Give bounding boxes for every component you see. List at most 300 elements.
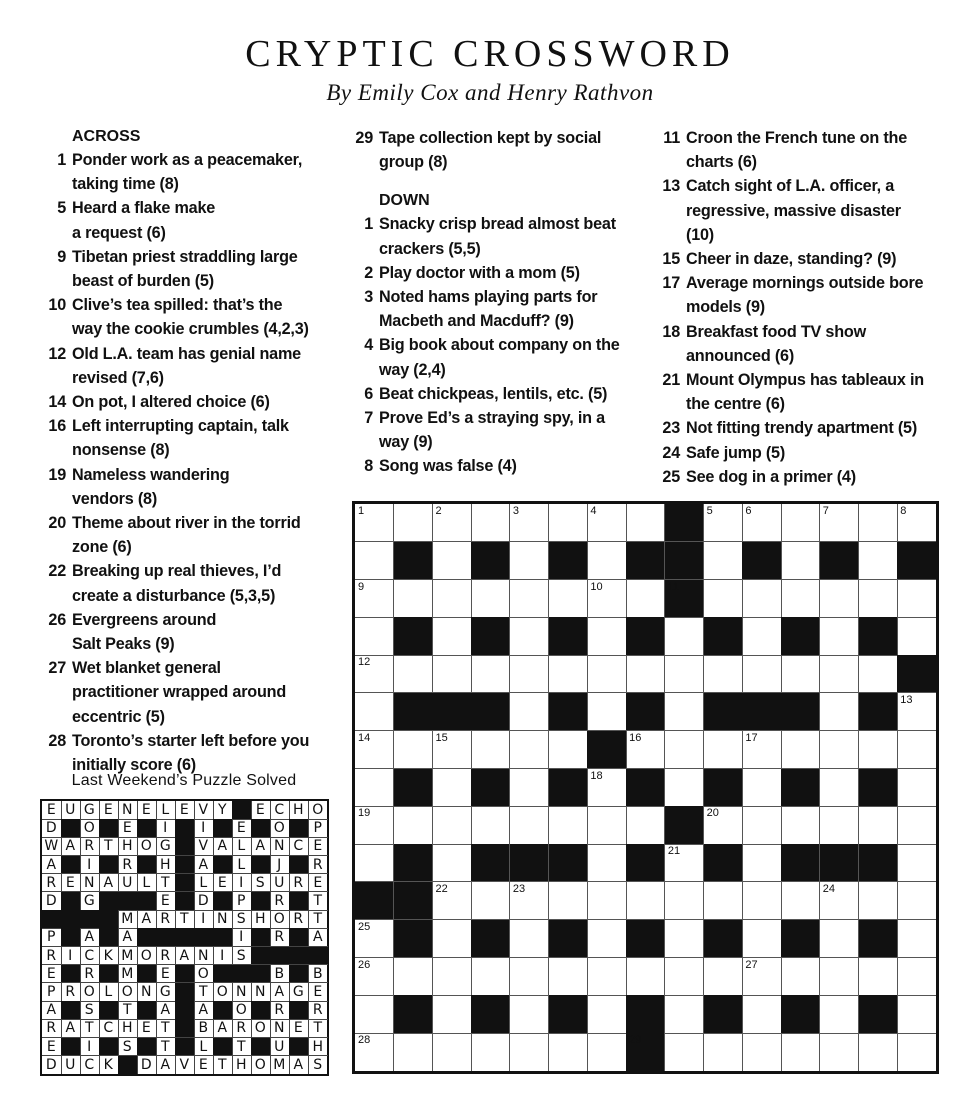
clue-text-line: Left interrupting captain, talk: [72, 417, 289, 436]
grid-cell[interactable]: [626, 580, 665, 618]
solution-letter: W: [42, 837, 62, 856]
grid-cell[interactable]: [820, 504, 859, 542]
grid-cell[interactable]: [820, 580, 859, 618]
grid-block: [859, 920, 898, 958]
solution-letter: A: [156, 1056, 176, 1075]
grid-cell[interactable]: [665, 769, 704, 807]
cell-number: 17: [745, 731, 758, 744]
grid-cell[interactable]: [394, 731, 433, 769]
grid-cell[interactable]: [665, 920, 704, 958]
solution-letter: N: [118, 801, 138, 820]
clue-text-line: Nameless wandering: [72, 465, 230, 484]
solution-letter: I: [194, 819, 214, 838]
grid-cell[interactable]: [781, 580, 820, 618]
grid-cell[interactable]: [742, 1033, 781, 1071]
grid-cell[interactable]: [432, 731, 471, 769]
grid-block: [355, 882, 394, 920]
grid-cell[interactable]: [549, 1033, 588, 1071]
grid-cell[interactable]: [665, 731, 704, 769]
grid-cell[interactable]: [859, 1033, 898, 1071]
grid-cell[interactable]: [859, 731, 898, 769]
grid-cell[interactable]: [587, 617, 626, 655]
grid-cell[interactable]: [859, 580, 898, 618]
grid-cell[interactable]: [704, 504, 743, 542]
grid-cell[interactable]: [587, 655, 626, 693]
cell-number: 26: [358, 958, 371, 971]
down-clue-1[interactable]: [347, 212, 647, 260]
solution-letter: A: [289, 1056, 309, 1075]
grid-cell[interactable]: [355, 655, 394, 693]
grid-cell[interactable]: [626, 958, 665, 996]
down-clue-13[interactable]: [654, 174, 954, 247]
grid-cell[interactable]: [897, 731, 936, 769]
grid-cell[interactable]: [704, 542, 743, 580]
grid-cell[interactable]: [665, 617, 704, 655]
grid-cell[interactable]: [820, 769, 859, 807]
grid-cell[interactable]: [859, 542, 898, 580]
grid-cell[interactable]: [355, 504, 394, 542]
grid-block: [704, 617, 743, 655]
across-clue-26[interactable]: [40, 608, 340, 656]
clue-number: 17: [662, 274, 680, 293]
grid-cell[interactable]: [510, 1033, 549, 1071]
grid-cell[interactable]: [897, 580, 936, 618]
solution-letter: O: [213, 983, 233, 1002]
solution-block: [289, 1001, 309, 1020]
grid-cell[interactable]: [897, 844, 936, 882]
grid-cell[interactable]: [820, 731, 859, 769]
grid-cell[interactable]: [781, 504, 820, 542]
grid-cell[interactable]: [587, 769, 626, 807]
solution-letter: S: [118, 1038, 138, 1057]
grid-cell[interactable]: [355, 617, 394, 655]
grid-cell[interactable]: [626, 882, 665, 920]
grid-cell[interactable]: [432, 769, 471, 807]
solution-block: [213, 928, 233, 947]
across-clue-20[interactable]: [40, 511, 340, 559]
solution-block: [289, 1038, 309, 1057]
grid-cell[interactable]: [742, 731, 781, 769]
down-clue-6[interactable]: [347, 382, 647, 406]
solution-letter: R: [80, 837, 100, 856]
grid-cell[interactable]: [471, 806, 510, 844]
solution-letter: V: [175, 1056, 195, 1075]
grid-cell[interactable]: [820, 617, 859, 655]
solution-letter: O: [251, 1019, 271, 1038]
grid-cell[interactable]: [355, 806, 394, 844]
solution-letter: E: [251, 801, 271, 820]
across-clue-19[interactable]: [40, 463, 340, 511]
solution-block: [213, 819, 233, 838]
cell-number: 23: [512, 883, 526, 895]
solution-letter: A: [175, 947, 195, 966]
grid-cell[interactable]: [859, 655, 898, 693]
grid-cell[interactable]: [432, 1033, 471, 1071]
grid-block: [665, 806, 704, 844]
solution-letter: E: [42, 801, 62, 820]
grid-cell[interactable]: [859, 958, 898, 996]
grid-cell[interactable]: [587, 958, 626, 996]
solution-block: [289, 928, 309, 947]
solution-letter: D: [42, 1056, 62, 1075]
grid-cell[interactable]: [742, 769, 781, 807]
grid-cell[interactable]: [820, 958, 859, 996]
solution-letter: T: [156, 1038, 176, 1057]
grid-cell[interactable]: [587, 504, 626, 542]
solution-block: [251, 819, 271, 838]
grid-cell[interactable]: [549, 806, 588, 844]
solution-letter: R: [308, 856, 328, 875]
solution-letter: U: [270, 874, 290, 893]
down-clue-4[interactable]: [347, 333, 647, 381]
solution-letter: O: [137, 947, 157, 966]
grid-cell[interactable]: [704, 882, 743, 920]
grid-cell[interactable]: [859, 806, 898, 844]
solution-block: [137, 1001, 157, 1020]
grid-cell[interactable]: [626, 504, 665, 542]
grid-cell[interactable]: [704, 806, 743, 844]
solution-block: [175, 983, 195, 1002]
clue-text-line: group (8): [379, 153, 448, 172]
grid-cell[interactable]: [820, 693, 859, 731]
solution-block: [308, 947, 328, 966]
grid-cell[interactable]: [471, 958, 510, 996]
solution-letter: A: [156, 1001, 176, 1020]
solution-letter: A: [42, 1001, 62, 1020]
grid-cell[interactable]: [510, 806, 549, 844]
grid-cell[interactable]: [432, 882, 471, 920]
grid-cell[interactable]: [510, 882, 549, 920]
grid-block: [704, 693, 743, 731]
grid-cell[interactable]: [510, 542, 549, 580]
solution-letter: B: [194, 1019, 214, 1038]
grid-cell[interactable]: [432, 542, 471, 580]
down-clue-2[interactable]: [347, 261, 647, 285]
grid-cell[interactable]: [742, 958, 781, 996]
grid-cell[interactable]: [471, 731, 510, 769]
grid-cell[interactable]: [432, 995, 471, 1033]
grid-cell[interactable]: [510, 693, 549, 731]
grid-cell[interactable]: [549, 655, 588, 693]
grid-cell[interactable]: [432, 580, 471, 618]
solution-block: [251, 965, 271, 984]
solution-letter: E: [308, 983, 328, 1002]
across-clue-22[interactable]: [40, 559, 340, 607]
grid-cell[interactable]: [897, 693, 936, 731]
grid-cell[interactable]: [432, 617, 471, 655]
solution-letter: R: [289, 874, 309, 893]
grid-cell[interactable]: [704, 580, 743, 618]
grid-cell[interactable]: [355, 731, 394, 769]
grid-cell[interactable]: [626, 731, 665, 769]
grid-cell[interactable]: [859, 882, 898, 920]
clue-number: 4: [364, 336, 373, 355]
cell-number: 19: [358, 807, 371, 820]
solution-letter: G: [156, 983, 176, 1002]
solution-letter: E: [308, 874, 328, 893]
grid-cell[interactable]: [587, 844, 626, 882]
down-clue-8[interactable]: [347, 454, 647, 478]
solution-letter: P: [308, 819, 328, 838]
down-clue-23[interactable]: [654, 416, 954, 440]
grid-cell[interactable]: [394, 1033, 433, 1071]
grid-cell[interactable]: [510, 580, 549, 618]
clue-number: 16: [48, 417, 66, 436]
grid-cell[interactable]: [859, 504, 898, 542]
cell-number: 8: [900, 505, 907, 517]
down-clue-18[interactable]: [654, 320, 954, 368]
solution-block: [99, 856, 119, 875]
grid-block: [897, 655, 936, 693]
grid-block: [626, 844, 665, 882]
solution-letter: E: [213, 874, 233, 893]
grid-cell[interactable]: [820, 655, 859, 693]
grid-cell[interactable]: [820, 995, 859, 1033]
grid-cell[interactable]: [510, 958, 549, 996]
grid-cell[interactable]: [394, 580, 433, 618]
grid-cell[interactable]: [355, 542, 394, 580]
across-clue-28[interactable]: [40, 729, 340, 777]
clue-text-line: Not fitting trendy apartment (5): [686, 419, 918, 438]
solution-letter: C: [80, 1056, 100, 1075]
grid-cell[interactable]: [549, 882, 588, 920]
clue-text-line: Song was false (4): [379, 457, 517, 476]
grid-cell[interactable]: [897, 882, 936, 920]
solution-letter: L: [232, 837, 252, 856]
grid-cell[interactable]: [587, 882, 626, 920]
solution-letter: N: [270, 1019, 290, 1038]
grid-cell[interactable]: [665, 995, 704, 1033]
across-clue-14[interactable]: [40, 390, 340, 414]
clue-text-line: vendors (8): [72, 489, 158, 508]
grid-cell[interactable]: [704, 1033, 743, 1071]
clue-text-line: zone (6): [72, 538, 132, 557]
grid-cell[interactable]: [665, 655, 704, 693]
down-clue-17[interactable]: [654, 271, 954, 319]
across-clue-12[interactable]: [40, 342, 340, 390]
across-clue-29[interactable]: [347, 126, 647, 174]
grid-cell[interactable]: [704, 731, 743, 769]
solution-letter: T: [194, 983, 214, 1002]
grid-cell[interactable]: [742, 920, 781, 958]
solution-letter: E: [137, 801, 157, 820]
grid-cell[interactable]: [471, 1033, 510, 1071]
down-clue-25[interactable]: [654, 465, 954, 489]
solution-block: [251, 928, 271, 947]
grid-cell[interactable]: [355, 580, 394, 618]
solution-letter: U: [270, 1038, 290, 1057]
cell-number: 13: [900, 694, 913, 706]
grid-cell[interactable]: [587, 693, 626, 731]
grid-cell[interactable]: [665, 958, 704, 996]
grid-block: [549, 542, 588, 580]
down-clue-21[interactable]: [654, 368, 954, 416]
grid-cell[interactable]: [549, 504, 588, 542]
clue-number: 8: [364, 457, 373, 476]
grid-cell[interactable]: [781, 806, 820, 844]
grid-cell[interactable]: [471, 580, 510, 618]
grid-cell[interactable]: [394, 504, 433, 542]
grid-cell[interactable]: [432, 655, 471, 693]
grid-cell[interactable]: [897, 1033, 936, 1071]
grid-cell[interactable]: [394, 958, 433, 996]
grid-cell[interactable]: [820, 806, 859, 844]
across-clue-10[interactable]: [40, 293, 340, 341]
solution-letter: E: [308, 837, 328, 856]
clue-text-line: (10): [686, 225, 714, 244]
solution-letter: B: [270, 965, 290, 984]
across-clue-5[interactable]: [40, 196, 340, 244]
page-title: CRYPTIC CROSSWORD: [245, 33, 735, 75]
down-clue-24[interactable]: [654, 441, 954, 465]
grid-cell[interactable]: [587, 995, 626, 1033]
crossword-grid[interactable]: [352, 501, 939, 1074]
grid-cell[interactable]: [355, 995, 394, 1033]
grid-cell[interactable]: [432, 958, 471, 996]
grid-cell[interactable]: [820, 920, 859, 958]
grid-cell[interactable]: [665, 882, 704, 920]
grid-cell[interactable]: [587, 1033, 626, 1071]
grid-cell[interactable]: [355, 958, 394, 996]
down-clue-3[interactable]: [347, 285, 647, 333]
grid-cell[interactable]: [432, 920, 471, 958]
grid-cell[interactable]: [471, 655, 510, 693]
grid-cell[interactable]: [355, 769, 394, 807]
grid-cell[interactable]: [549, 731, 588, 769]
grid-cell[interactable]: [742, 504, 781, 542]
grid-cell[interactable]: [742, 806, 781, 844]
grid-cell[interactable]: [587, 542, 626, 580]
grid-cell[interactable]: [820, 882, 859, 920]
across-clue-1[interactable]: [40, 148, 340, 196]
grid-cell[interactable]: [510, 617, 549, 655]
solution-letter: P: [42, 983, 62, 1002]
clue-text-line: Heard a flake make: [72, 199, 216, 218]
grid-cell[interactable]: [704, 958, 743, 996]
grid-block: [626, 920, 665, 958]
solution-letter: M: [118, 965, 138, 984]
clue-number: 3: [364, 288, 373, 307]
solution-letter: N: [251, 983, 271, 1002]
down-clue-7[interactable]: [347, 406, 647, 454]
grid-cell[interactable]: [781, 1033, 820, 1071]
grid-cell[interactable]: [394, 806, 433, 844]
solution-block: [61, 819, 81, 838]
grid-cell[interactable]: [355, 693, 394, 731]
solution-letter: R: [61, 983, 81, 1002]
down-clue-15[interactable]: [654, 247, 954, 271]
grid-block: [781, 995, 820, 1033]
clue-number: 14: [48, 393, 66, 412]
grid-cell[interactable]: [897, 806, 936, 844]
grid-cell[interactable]: [781, 542, 820, 580]
grid-cell[interactable]: [742, 617, 781, 655]
grid-cell[interactable]: [355, 920, 394, 958]
grid-cell[interactable]: [665, 844, 704, 882]
grid-cell[interactable]: [510, 731, 549, 769]
grid-cell[interactable]: [781, 882, 820, 920]
clue-text-line: Breaking up real thieves, I’d: [72, 562, 282, 581]
grid-cell[interactable]: [665, 693, 704, 731]
grid-cell[interactable]: [897, 617, 936, 655]
grid-cell[interactable]: [626, 655, 665, 693]
clue-number: 28: [48, 731, 66, 750]
grid-cell[interactable]: [742, 844, 781, 882]
grid-block: [394, 844, 433, 882]
down-clue-11[interactable]: [654, 126, 954, 174]
grid-cell[interactable]: [781, 655, 820, 693]
solution-block: [42, 910, 62, 929]
across-clue-16[interactable]: [40, 414, 340, 462]
solution-letter: T: [80, 1019, 100, 1038]
grid-cell[interactable]: [742, 655, 781, 693]
solution-letter: R: [80, 965, 100, 984]
grid-cell[interactable]: [897, 958, 936, 996]
across-clue-27[interactable]: [40, 656, 340, 729]
solution-letter: A: [251, 837, 271, 856]
solution-block: [213, 1001, 233, 1020]
solution-letter: J: [270, 856, 290, 875]
grid-block: [471, 693, 510, 731]
grid-cell[interactable]: [432, 806, 471, 844]
grid-cell[interactable]: [665, 1033, 704, 1071]
grid-block: [471, 617, 510, 655]
clue-text-line: Macbeth and Macduff? (9): [379, 312, 574, 331]
solution-letter: L: [232, 856, 252, 875]
grid-block: [704, 920, 743, 958]
solution-block: [175, 1001, 195, 1020]
grid-cell[interactable]: [742, 995, 781, 1033]
grid-cell[interactable]: [742, 882, 781, 920]
solution-letter: I: [80, 1038, 100, 1057]
grid-cell[interactable]: [897, 995, 936, 1033]
grid-cell[interactable]: [355, 844, 394, 882]
solution-letter: G: [289, 983, 309, 1002]
grid-cell[interactable]: [510, 769, 549, 807]
grid-cell[interactable]: [626, 806, 665, 844]
cell-number: 7: [822, 505, 829, 517]
grid-cell[interactable]: [394, 655, 433, 693]
solution-letter: S: [232, 910, 252, 929]
solution-letter: I: [213, 947, 233, 966]
grid-cell[interactable]: [432, 504, 471, 542]
clue-text-line: Evergreens around: [72, 610, 217, 629]
grid-cell[interactable]: [549, 580, 588, 618]
grid-cell[interactable]: [432, 844, 471, 882]
grid-cell[interactable]: [510, 995, 549, 1033]
grid-cell[interactable]: [781, 731, 820, 769]
grid-cell[interactable]: [587, 580, 626, 618]
grid-cell[interactable]: [549, 958, 588, 996]
across-clue-9[interactable]: [40, 245, 340, 293]
grid-cell[interactable]: [704, 655, 743, 693]
grid-cell[interactable]: [742, 580, 781, 618]
grid-cell[interactable]: [587, 920, 626, 958]
grid-cell[interactable]: [510, 655, 549, 693]
grid-cell[interactable]: [355, 1033, 394, 1071]
grid-cell[interactable]: [897, 769, 936, 807]
grid-cell[interactable]: [897, 920, 936, 958]
grid-cell[interactable]: [781, 958, 820, 996]
grid-cell[interactable]: [471, 882, 510, 920]
grid-cell[interactable]: [587, 806, 626, 844]
grid-cell[interactable]: [897, 504, 936, 542]
grid-cell[interactable]: [510, 504, 549, 542]
grid-cell[interactable]: [510, 920, 549, 958]
grid-block: [781, 844, 820, 882]
grid-cell[interactable]: [471, 504, 510, 542]
grid-cell[interactable]: [820, 1033, 859, 1071]
